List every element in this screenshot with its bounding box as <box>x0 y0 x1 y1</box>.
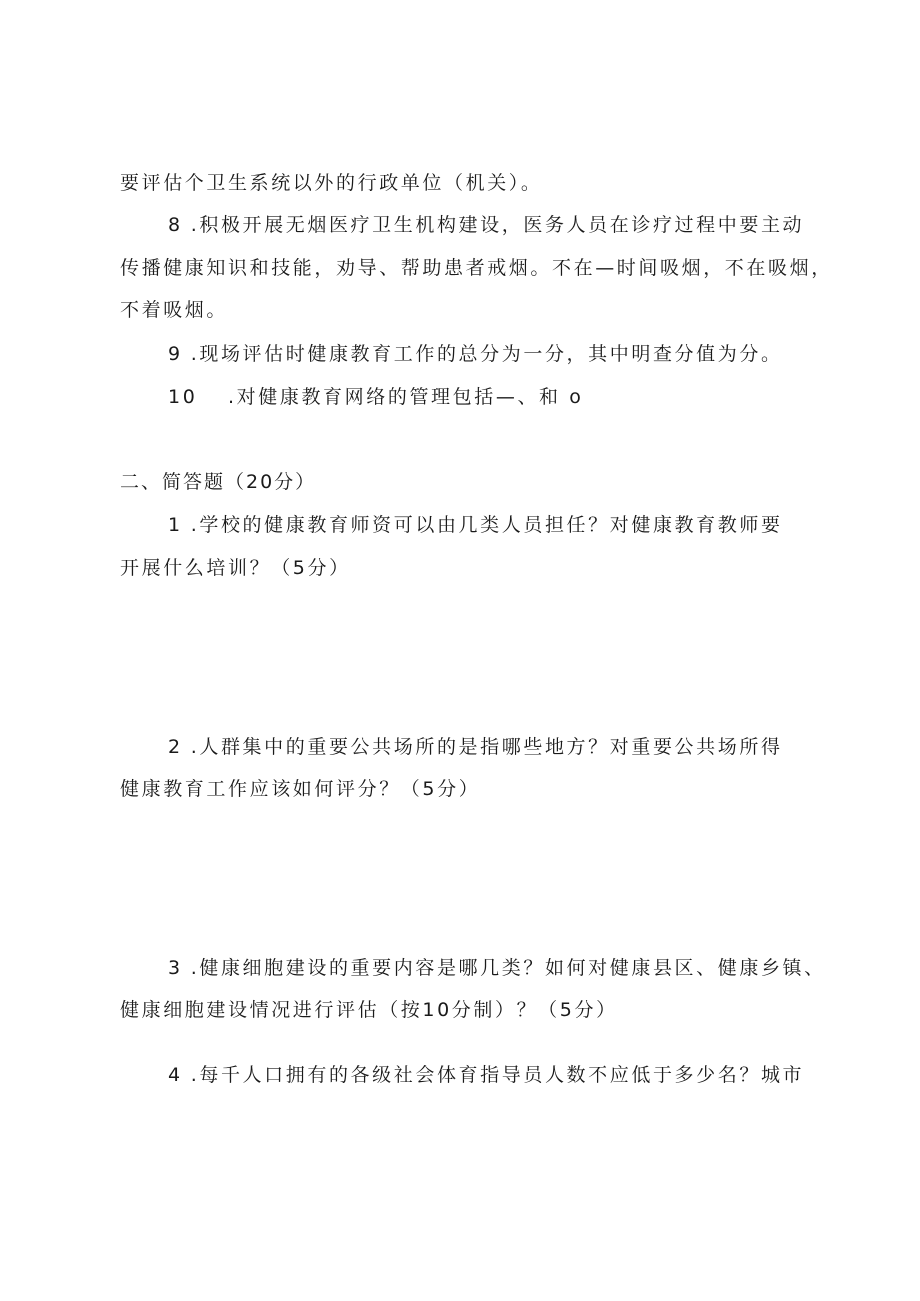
text-line: 健康细胞建设情况进行评估（按10分制）？（5分） <box>120 999 618 1021</box>
question-9 <box>168 341 783 367</box>
text-line: 传播健康知识和技能，劝导、帮助患者戒烟。不在—时间吸烟，不在吸烟， <box>120 257 833 279</box>
question-number: 2 <box>168 736 183 758</box>
question-text: .对健康教育网络的管理包括—、和 o <box>228 386 584 408</box>
question-text: .人群集中的重要公共场所的是指哪些地方？对重要公共场所得 <box>190 736 783 758</box>
question-text: .现场评估时健康教育工作的总分为一分，其中明查分值为分。 <box>190 343 783 365</box>
question-2 <box>168 734 783 760</box>
question-text: .积极开展无烟医疗卫生机构建设，医务人员在诊疗过程中要主动 <box>190 214 805 236</box>
question-text: .每千人口拥有的各级社会体育指导员人数不应低于多少名？城市 <box>190 1064 805 1086</box>
section-heading: 二、简答题（20分） <box>120 471 317 493</box>
question-number: 10 <box>168 386 198 408</box>
question-number: 1 <box>168 514 183 536</box>
question-4 <box>168 1062 804 1088</box>
question-8 <box>168 212 804 238</box>
question-text: .健康细胞建设的重要内容是哪几类？如何对健康县区、健康乡镇、 <box>190 957 826 979</box>
question-number: 9 <box>168 343 183 365</box>
question-10 <box>168 384 584 410</box>
question-1 <box>168 512 783 538</box>
text-line: 要评估个卫生系统以外的行政单位（机关）。 <box>120 172 543 194</box>
question-number: 3 <box>168 957 183 979</box>
text-line: 不着吸烟。 <box>120 299 229 321</box>
question-number: 4 <box>168 1064 183 1086</box>
question-3 <box>168 955 826 981</box>
question-number: 8 <box>168 214 183 236</box>
text-line: 开展什么培训？（5分） <box>120 557 351 579</box>
text-line: 健康教育工作应该如何评分？（5分） <box>120 778 481 800</box>
question-text: .学校的健康教育师资可以由几类人员担任？对健康教育教师要 <box>190 514 783 536</box>
